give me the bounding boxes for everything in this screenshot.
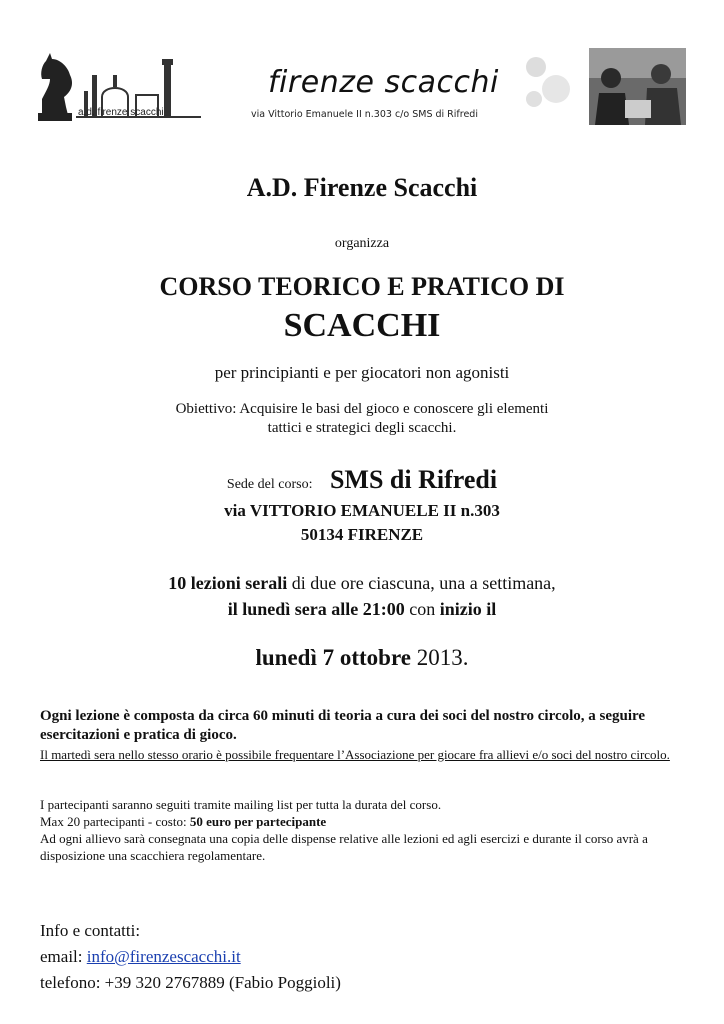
schedule-day-time: il lunedì sera alle 21:00 (227, 599, 405, 619)
lesson-description: Ogni lezione è composta da circa 60 minuti di teoria a cura dei soci del nostro circolo, a seguire esercitazioni e pratica di gioco. (40, 708, 646, 743)
course-title-line1: CORSO TEORICO E PRATICO DI (159, 272, 565, 301)
page-title: A.D. Firenze Scacchi (246, 173, 478, 202)
schedule-line1-rest: di due ore ciascuna, una a settimana, (287, 573, 556, 593)
objective-line2: tattici e strategici degli scacchi. (267, 420, 457, 436)
mailing-list-text: I partecipanti saranno seguiti tramite mailing list per tutta la durata del corso. (40, 797, 442, 812)
venue-line (0, 465, 724, 495)
start-date (0, 645, 724, 671)
objective-line1: Obiettivo: Acquisire le basi del gioco e conoscere gli elementi (175, 401, 549, 417)
schedule-start-label: inizio il (439, 599, 497, 619)
brand-name: firenze scacchi (268, 65, 499, 100)
header-banner (36, 45, 686, 125)
venue-address1: via VITTORIO EMANUELE II n.303 (224, 501, 500, 520)
club-logo (36, 45, 206, 125)
objective-text (0, 400, 724, 438)
tuesday-note: Il martedì sera nello stesso orario è possibile frequentare l’Associazione per giocare fra allievi e/o soci del nostro circolo. (40, 747, 670, 762)
audience-text: per principianti e per giocatori non agonisti (214, 363, 510, 382)
email-line (40, 944, 690, 970)
contacts-block (40, 918, 690, 996)
organizza-text: organizza (334, 236, 390, 251)
cost-line (40, 813, 690, 830)
cost-label: Max 20 partecipanti - costo: (40, 814, 190, 829)
email-link[interactable]: info@firenzescacchi.it (86, 947, 241, 966)
phone-line: telefono: +39 320 2767889 (Fabio Poggioli) (40, 973, 341, 992)
brand-address: via Vittorio Emanuele II n.303 c/o SMS di Rifredi (251, 109, 478, 120)
schedule-line2 (0, 599, 724, 620)
participant-info (40, 796, 690, 864)
players-photo (589, 48, 686, 125)
schedule-lessons: 10 lezioni serali (168, 573, 288, 593)
course-title-line2: SCACCHI (283, 307, 441, 344)
venue-label: Sede del corso: (226, 477, 313, 492)
schedule-with: con (404, 599, 440, 619)
schedule-line1 (0, 573, 724, 594)
logo-caption: a.d. firenze scacchi (78, 107, 164, 118)
chess-players-photo-icon (589, 48, 686, 125)
pawn-watermark-icon (516, 49, 576, 117)
start-date-year: 2013. (410, 645, 469, 670)
cost-value: 50 euro per partecipante (189, 814, 327, 829)
contacts-heading: Info e contatti: (40, 921, 141, 940)
email-label: email: (40, 947, 87, 966)
venue-address2: 50134 FIRENZE (300, 525, 424, 544)
venue-name: SMS di Rifredi (329, 465, 498, 494)
materials-text: Ad ogni allievo sarà consegnata una copia delle dispense relative alle lezioni ed agli esercizi e durante il corso avrà a disposizione una scacchiera regolamentare. (40, 831, 648, 863)
start-date-day: lunedì 7 ottobre (255, 645, 411, 670)
